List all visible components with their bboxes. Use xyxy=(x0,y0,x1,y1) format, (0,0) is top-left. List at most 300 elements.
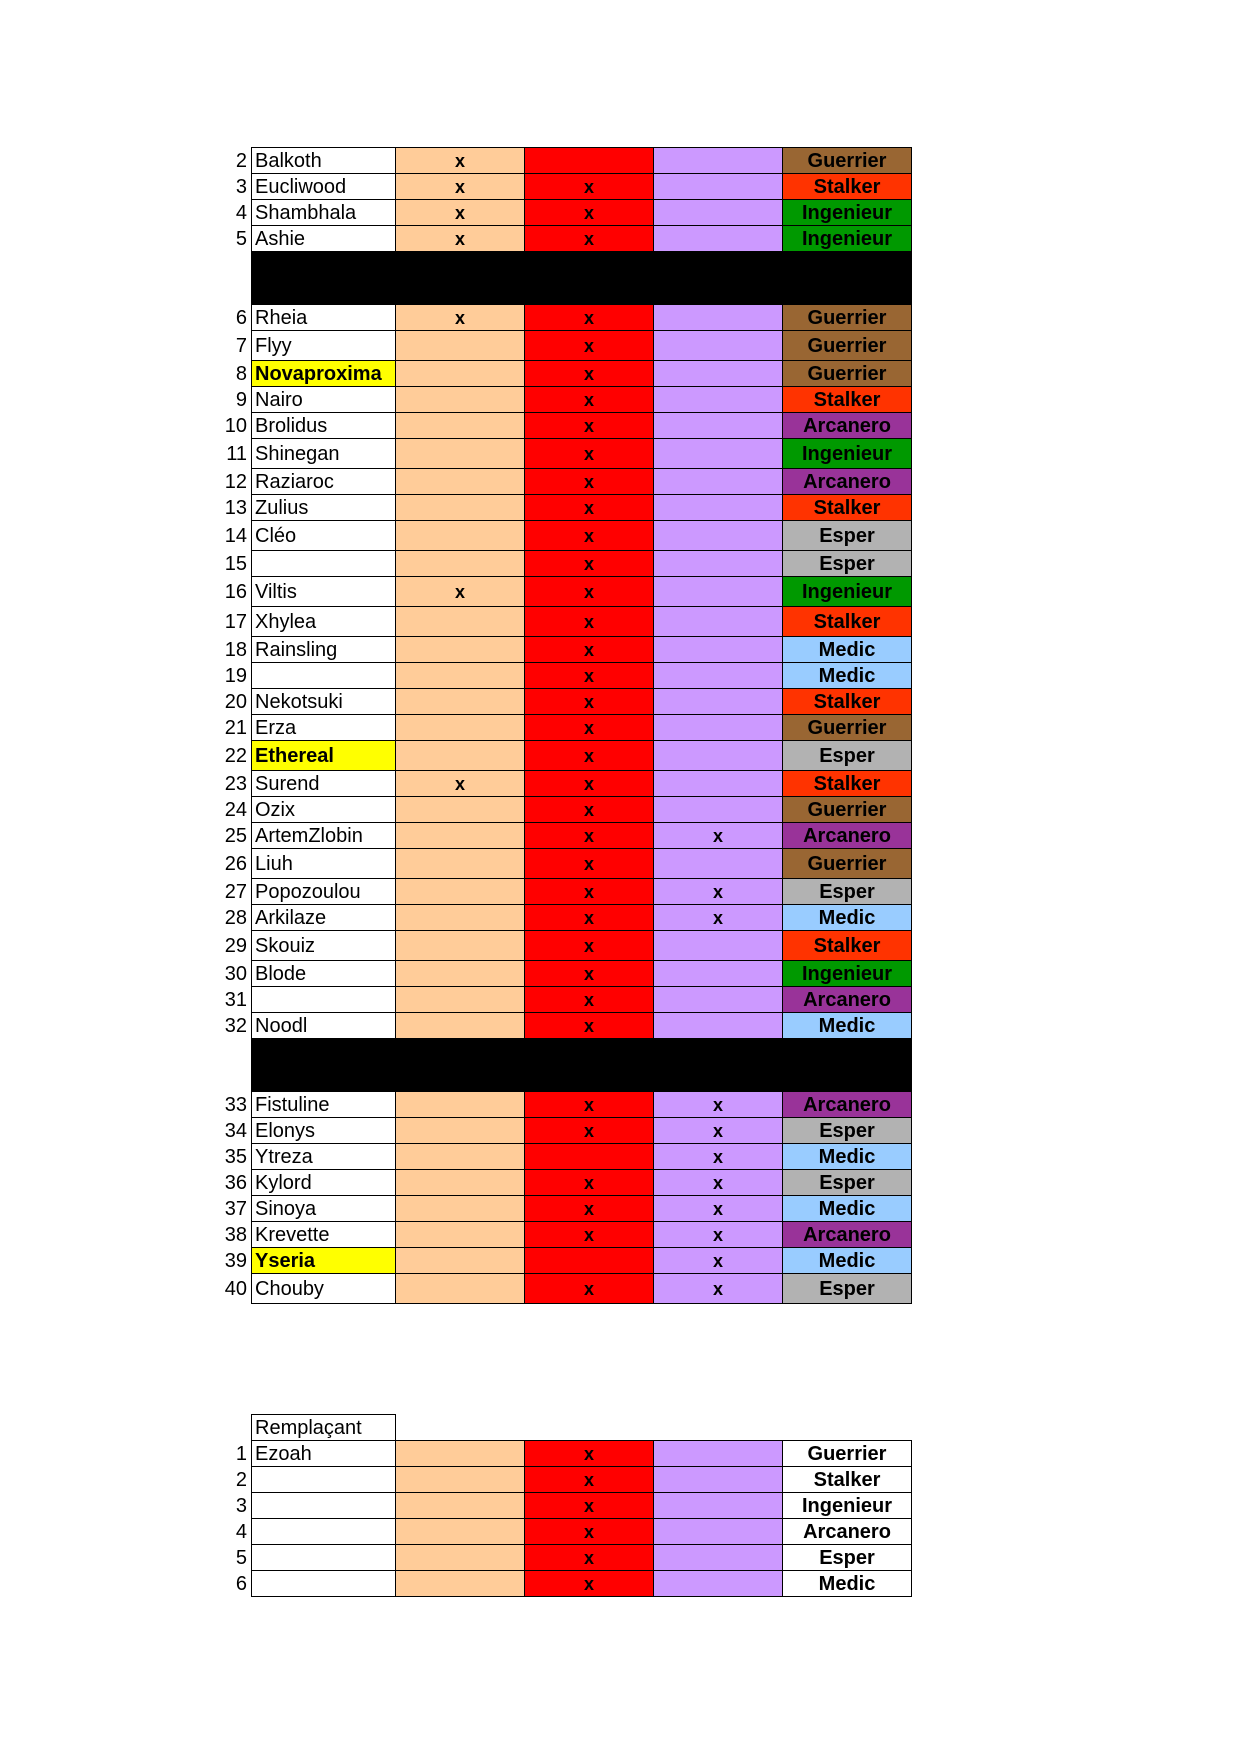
mark-col-2: x xyxy=(525,387,654,413)
mark-col-1 xyxy=(396,823,525,849)
player-name: Eucliwood xyxy=(252,174,396,200)
mark-col-2: x xyxy=(525,469,654,495)
class-label: Esper xyxy=(783,1118,912,1144)
mark-col-3 xyxy=(654,1571,783,1597)
class-label: Guerrier xyxy=(783,148,912,174)
mark-col-1 xyxy=(396,495,525,521)
mark-col-2: x xyxy=(525,577,654,607)
mark-col-1 xyxy=(396,1441,525,1467)
mark-col-1: x xyxy=(396,226,525,252)
group-separator xyxy=(215,1039,912,1092)
row-number: 6 xyxy=(235,306,247,329)
row-number: 39 xyxy=(224,1249,247,1272)
mark-col-2: x xyxy=(525,1196,654,1222)
table-row xyxy=(215,305,912,331)
mark-col-1 xyxy=(396,1118,525,1144)
mark-col-2: x xyxy=(525,905,654,931)
row-number: 5 xyxy=(235,1546,247,1569)
row-number: 14 xyxy=(224,524,247,547)
table-row xyxy=(215,931,912,961)
player-name: Popozoulou xyxy=(252,879,396,905)
table-row xyxy=(215,797,912,823)
table-row xyxy=(215,961,912,987)
player-name: Yseria xyxy=(252,1248,396,1274)
class-label: Esper xyxy=(783,1170,912,1196)
class-label: Arcanero xyxy=(783,1519,912,1545)
player-name xyxy=(252,987,396,1013)
mark-col-3 xyxy=(654,551,783,577)
mark-col-2: x xyxy=(525,1467,654,1493)
mark-col-2: x xyxy=(525,637,654,663)
mark-col-3 xyxy=(654,607,783,637)
mark-col-3: x xyxy=(654,1274,783,1304)
player-name xyxy=(252,1493,396,1519)
player-name xyxy=(252,1519,396,1545)
mark-col-2: x xyxy=(525,331,654,361)
class-label: Esper xyxy=(783,741,912,771)
class-label: Esper xyxy=(783,879,912,905)
class-label: Arcanero xyxy=(783,823,912,849)
mark-col-3 xyxy=(654,1545,783,1571)
row-number: 28 xyxy=(224,906,247,929)
separator-bar xyxy=(252,1039,912,1092)
mark-col-3: x xyxy=(654,1170,783,1196)
roster-table-wrapper xyxy=(215,147,912,1304)
separator-bar xyxy=(252,252,912,305)
mark-col-2: x xyxy=(525,226,654,252)
mark-col-1 xyxy=(396,961,525,987)
table-row xyxy=(215,439,912,469)
class-label: Guerrier xyxy=(783,361,912,387)
row-number: 11 xyxy=(226,442,247,465)
player-name: Ytreza xyxy=(252,1144,396,1170)
mark-col-2: x xyxy=(525,961,654,987)
row-number: 21 xyxy=(224,716,247,739)
row-number: 26 xyxy=(224,852,247,875)
mark-col-3 xyxy=(654,771,783,797)
mark-col-2: x xyxy=(525,1571,654,1597)
class-label: Medic xyxy=(783,1144,912,1170)
player-name xyxy=(252,663,396,689)
player-name: Skouiz xyxy=(252,931,396,961)
row-number: 33 xyxy=(224,1093,247,1116)
row-number: 7 xyxy=(235,334,247,357)
mark-col-3 xyxy=(654,663,783,689)
mark-col-1 xyxy=(396,987,525,1013)
class-label: Ingenieur xyxy=(783,961,912,987)
player-name: Ethereal xyxy=(252,741,396,771)
player-name: Balkoth xyxy=(252,148,396,174)
player-name: Novaproxima xyxy=(252,361,396,387)
mark-col-1 xyxy=(396,1467,525,1493)
table-row xyxy=(215,1196,912,1222)
class-label: Esper xyxy=(783,1274,912,1304)
mark-col-3 xyxy=(654,637,783,663)
mark-col-1 xyxy=(396,1571,525,1597)
class-label: Arcanero xyxy=(783,987,912,1013)
mark-col-3 xyxy=(654,439,783,469)
player-name: Noodl xyxy=(252,1013,396,1039)
row-number: 27 xyxy=(224,880,247,903)
row-number: 4 xyxy=(235,1520,247,1543)
mark-col-2: x xyxy=(525,987,654,1013)
player-name xyxy=(252,1545,396,1571)
class-label: Arcanero xyxy=(783,413,912,439)
player-name: Cléo xyxy=(252,521,396,551)
table-row xyxy=(215,1144,912,1170)
row-number: 10 xyxy=(224,414,247,437)
table-row xyxy=(215,361,912,387)
mark-col-2: x xyxy=(525,413,654,439)
mark-col-2: x xyxy=(525,174,654,200)
table-row xyxy=(215,1248,912,1274)
mark-col-3 xyxy=(654,577,783,607)
separator-spacer xyxy=(215,252,252,305)
mark-col-1 xyxy=(396,413,525,439)
mark-col-2: x xyxy=(525,521,654,551)
substitute-row xyxy=(215,1545,912,1571)
mark-col-1 xyxy=(396,741,525,771)
mark-col-1 xyxy=(396,387,525,413)
table-row xyxy=(215,331,912,361)
mark-col-2 xyxy=(525,148,654,174)
row-number: 15 xyxy=(224,552,247,575)
class-label: Medic xyxy=(783,637,912,663)
player-name: Surend xyxy=(252,771,396,797)
substitutes-body xyxy=(215,1415,912,1597)
player-name: Krevette xyxy=(252,1222,396,1248)
mark-col-3 xyxy=(654,961,783,987)
row-number: 24 xyxy=(224,798,247,821)
row-number: 25 xyxy=(224,824,247,847)
roster-body xyxy=(215,148,912,1304)
class-label: Stalker xyxy=(783,607,912,637)
mark-col-3: x xyxy=(654,905,783,931)
mark-col-3 xyxy=(654,361,783,387)
class-label: Medic xyxy=(783,1571,912,1597)
row-number: 20 xyxy=(224,690,247,713)
mark-col-3: x xyxy=(654,823,783,849)
row-number: 40 xyxy=(224,1277,247,1300)
table-row xyxy=(215,200,912,226)
row-number: 19 xyxy=(224,664,247,687)
mark-col-2 xyxy=(525,1248,654,1274)
class-label: Stalker xyxy=(783,931,912,961)
mark-col-1 xyxy=(396,905,525,931)
mark-col-3: x xyxy=(654,879,783,905)
mark-col-2: x xyxy=(525,689,654,715)
player-name: Nekotsuki xyxy=(252,689,396,715)
row-number: 12 xyxy=(224,470,247,493)
class-label: Esper xyxy=(783,521,912,551)
mark-col-1 xyxy=(396,361,525,387)
player-name: Flyy xyxy=(252,331,396,361)
mark-col-3 xyxy=(654,715,783,741)
mark-col-3 xyxy=(654,413,783,439)
mark-col-1: x xyxy=(396,577,525,607)
player-name: Xhylea xyxy=(252,607,396,637)
player-name xyxy=(252,1467,396,1493)
table-row xyxy=(215,689,912,715)
mark-col-3: x xyxy=(654,1196,783,1222)
table-row xyxy=(215,413,912,439)
mark-col-2: x xyxy=(525,823,654,849)
table-row xyxy=(215,849,912,879)
row-number: 4 xyxy=(235,201,247,224)
mark-col-3 xyxy=(654,931,783,961)
player-name: Brolidus xyxy=(252,413,396,439)
row-number: 18 xyxy=(224,638,247,661)
mark-col-3 xyxy=(654,849,783,879)
table-row xyxy=(215,741,912,771)
mark-col-2: x xyxy=(525,607,654,637)
mark-col-3 xyxy=(654,797,783,823)
substitutes-header-num xyxy=(215,1415,252,1441)
mark-col-2: x xyxy=(525,1170,654,1196)
mark-col-1 xyxy=(396,1196,525,1222)
row-number: 5 xyxy=(235,227,247,250)
player-name: Elonys xyxy=(252,1118,396,1144)
mark-col-3 xyxy=(654,387,783,413)
mark-col-3: x xyxy=(654,1092,783,1118)
class-label: Stalker xyxy=(783,495,912,521)
row-number: 32 xyxy=(224,1014,247,1037)
mark-col-3 xyxy=(654,1467,783,1493)
table-row xyxy=(215,551,912,577)
mark-col-1 xyxy=(396,331,525,361)
player-name: Shambhala xyxy=(252,200,396,226)
mark-col-2: x xyxy=(525,200,654,226)
class-label: Medic xyxy=(783,905,912,931)
mark-col-1 xyxy=(396,1248,525,1274)
class-label: Arcanero xyxy=(783,1222,912,1248)
row-number: 34 xyxy=(224,1119,247,1142)
row-number: 3 xyxy=(235,175,247,198)
substitute-row xyxy=(215,1519,912,1545)
class-label: Guerrier xyxy=(783,797,912,823)
row-number: 2 xyxy=(235,149,247,172)
mark-col-1 xyxy=(396,607,525,637)
player-name: Viltis xyxy=(252,577,396,607)
mark-col-1: x xyxy=(396,771,525,797)
mark-col-3 xyxy=(654,689,783,715)
mark-col-1 xyxy=(396,1144,525,1170)
substitute-row xyxy=(215,1441,912,1467)
mark-col-3 xyxy=(654,741,783,771)
player-name: Shinegan xyxy=(252,439,396,469)
mark-col-3 xyxy=(654,1441,783,1467)
mark-col-3 xyxy=(654,495,783,521)
table-row xyxy=(215,1170,912,1196)
table-row xyxy=(215,495,912,521)
mark-col-3 xyxy=(654,200,783,226)
table-row xyxy=(215,823,912,849)
table-row xyxy=(215,987,912,1013)
substitutes-header: Remplaçant xyxy=(252,1415,396,1441)
mark-col-1: x xyxy=(396,174,525,200)
mark-col-2: x xyxy=(525,715,654,741)
table-row xyxy=(215,1013,912,1039)
row-number: 3 xyxy=(235,1494,247,1517)
mark-col-3 xyxy=(654,148,783,174)
roster-table xyxy=(215,147,912,1304)
class-label: Stalker xyxy=(783,387,912,413)
class-label: Medic xyxy=(783,1248,912,1274)
table-row xyxy=(215,469,912,495)
mark-col-3 xyxy=(654,174,783,200)
player-name: Nairo xyxy=(252,387,396,413)
mark-col-3 xyxy=(654,1493,783,1519)
row-number: 9 xyxy=(235,388,247,411)
mark-col-2: x xyxy=(525,1092,654,1118)
class-label: Stalker xyxy=(783,771,912,797)
substitute-row xyxy=(215,1493,912,1519)
mark-col-1 xyxy=(396,1519,525,1545)
mark-col-1 xyxy=(396,637,525,663)
class-label: Medic xyxy=(783,1196,912,1222)
player-name: Zulius xyxy=(252,495,396,521)
class-label: Stalker xyxy=(783,174,912,200)
table-row xyxy=(215,607,912,637)
mark-col-1 xyxy=(396,1013,525,1039)
player-name: Rheia xyxy=(252,305,396,331)
row-number: 17 xyxy=(224,610,247,633)
substitutes-table xyxy=(215,1414,912,1597)
mark-col-2: x xyxy=(525,495,654,521)
mark-col-1 xyxy=(396,1222,525,1248)
player-name: Liuh xyxy=(252,849,396,879)
class-label: Guerrier xyxy=(783,715,912,741)
mark-col-3 xyxy=(654,226,783,252)
table-row xyxy=(215,226,912,252)
class-label: Guerrier xyxy=(783,305,912,331)
mark-col-1: x xyxy=(396,305,525,331)
mark-col-2: x xyxy=(525,1274,654,1304)
table-row xyxy=(215,905,912,931)
mark-col-1 xyxy=(396,715,525,741)
mark-col-2: x xyxy=(525,1013,654,1039)
row-number: 8 xyxy=(235,362,247,385)
mark-col-3 xyxy=(654,1519,783,1545)
class-label: Esper xyxy=(783,551,912,577)
row-number: 30 xyxy=(224,962,247,985)
player-name: Blode xyxy=(252,961,396,987)
mark-col-2: x xyxy=(525,1441,654,1467)
mark-col-2: x xyxy=(525,305,654,331)
player-name: Chouby xyxy=(252,1274,396,1304)
mark-col-1 xyxy=(396,797,525,823)
row-number: 23 xyxy=(224,772,247,795)
substitute-row xyxy=(215,1467,912,1493)
mark-col-2: x xyxy=(525,1493,654,1519)
table-row xyxy=(215,1118,912,1144)
mark-col-2: x xyxy=(525,849,654,879)
row-number: 16 xyxy=(224,580,247,603)
table-row xyxy=(215,1274,912,1304)
mark-col-1 xyxy=(396,849,525,879)
row-number: 1 xyxy=(235,1442,247,1465)
mark-col-1 xyxy=(396,1545,525,1571)
mark-col-3 xyxy=(654,521,783,551)
mark-col-2: x xyxy=(525,439,654,469)
row-number: 22 xyxy=(224,744,247,767)
class-label: Guerrier xyxy=(783,331,912,361)
mark-col-1 xyxy=(396,551,525,577)
mark-col-3 xyxy=(654,987,783,1013)
table-row xyxy=(215,174,912,200)
player-name xyxy=(252,551,396,577)
row-number: 36 xyxy=(224,1171,247,1194)
row-number: 31 xyxy=(224,988,247,1011)
class-label: Stalker xyxy=(783,1467,912,1493)
player-name: Ezoah xyxy=(252,1441,396,1467)
mark-col-1: x xyxy=(396,148,525,174)
row-number: 2 xyxy=(235,1468,247,1491)
mark-col-1 xyxy=(396,1493,525,1519)
mark-col-1 xyxy=(396,663,525,689)
table-row xyxy=(215,663,912,689)
class-label: Arcanero xyxy=(783,1092,912,1118)
mark-col-1: x xyxy=(396,200,525,226)
substitute-row xyxy=(215,1571,912,1597)
table-row xyxy=(215,1222,912,1248)
table-row xyxy=(215,715,912,741)
table-row xyxy=(215,521,912,551)
class-label: Ingenieur xyxy=(783,200,912,226)
class-label: Arcanero xyxy=(783,469,912,495)
mark-col-1 xyxy=(396,879,525,905)
player-name: Sinoya xyxy=(252,1196,396,1222)
table-row xyxy=(215,387,912,413)
mark-col-2: x xyxy=(525,771,654,797)
table-row xyxy=(215,879,912,905)
row-number: 6 xyxy=(235,1572,247,1595)
row-number: 29 xyxy=(224,934,247,957)
separator-spacer xyxy=(215,1039,252,1092)
player-name: Kylord xyxy=(252,1170,396,1196)
mark-col-1 xyxy=(396,521,525,551)
mark-col-2: x xyxy=(525,1519,654,1545)
mark-col-2: x xyxy=(525,797,654,823)
class-label: Medic xyxy=(783,663,912,689)
mark-col-3 xyxy=(654,469,783,495)
player-name: Fistuline xyxy=(252,1092,396,1118)
mark-col-2: x xyxy=(525,551,654,577)
class-label: Guerrier xyxy=(783,1441,912,1467)
mark-col-1 xyxy=(396,689,525,715)
table-row xyxy=(215,637,912,663)
class-label: Ingenieur xyxy=(783,226,912,252)
mark-col-1 xyxy=(396,1274,525,1304)
mark-col-2: x xyxy=(525,879,654,905)
group-separator xyxy=(215,252,912,305)
class-label: Stalker xyxy=(783,689,912,715)
player-name: Raziaroc xyxy=(252,469,396,495)
substitutes-header-row xyxy=(215,1415,912,1441)
table-row xyxy=(215,148,912,174)
mark-col-3: x xyxy=(654,1222,783,1248)
player-name: Ozix xyxy=(252,797,396,823)
mark-col-3: x xyxy=(654,1118,783,1144)
mark-col-1 xyxy=(396,439,525,469)
player-name: Arkilaze xyxy=(252,905,396,931)
mark-col-2: x xyxy=(525,1222,654,1248)
mark-col-3 xyxy=(654,331,783,361)
class-label: Guerrier xyxy=(783,849,912,879)
mark-col-3 xyxy=(654,1013,783,1039)
mark-col-1 xyxy=(396,931,525,961)
mark-col-2: x xyxy=(525,1118,654,1144)
